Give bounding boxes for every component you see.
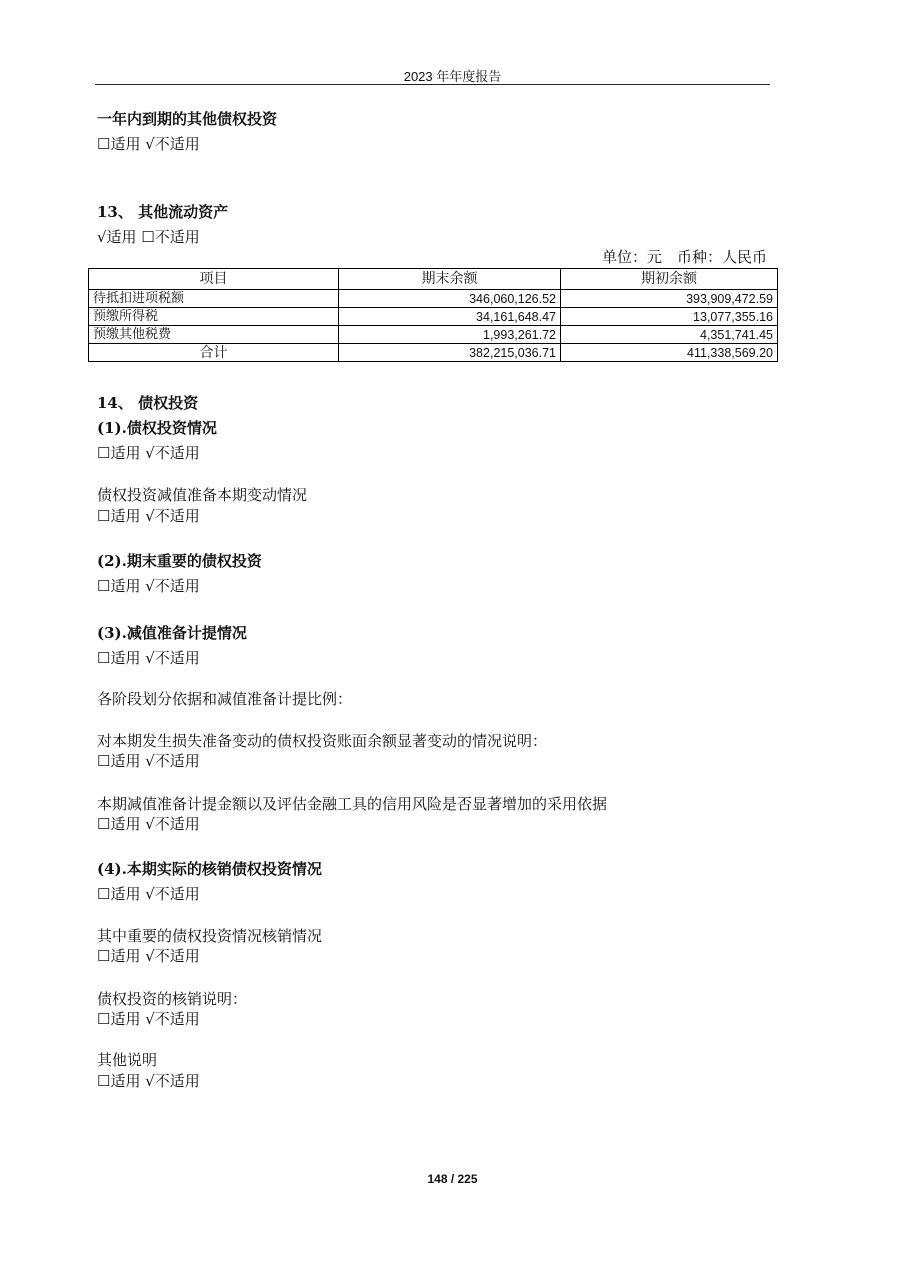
other-notes-text: 其他说明 (97, 1051, 158, 1069)
stage-basis-text: 各阶段划分依据和减值准备计提比例： (97, 690, 353, 708)
table-header-row (89, 269, 778, 290)
applicability-impairment-basis: ☐适用 √不适用 (97, 815, 200, 833)
total-label: 合计 (89, 344, 339, 362)
column-header-item: 项目 (89, 269, 339, 290)
applicability-3: ☐适用 √不适用 (97, 649, 200, 667)
row-item: 预缴所得税 (89, 308, 339, 326)
applicability-write-off-note: ☐适用 √不适用 (97, 1010, 200, 1028)
table-row (89, 290, 778, 308)
total-begin-balance: 411,338,569.20 (561, 344, 778, 362)
subsection-title-4: (4).本期实际的核销债权投资情况 (97, 860, 322, 878)
total-end-balance: 382,215,036.71 (339, 344, 561, 362)
unit-currency-note: 单位：元 币种：人民币 (601, 248, 767, 266)
applicability-2: ☐适用 √不适用 (97, 577, 200, 595)
row-end-balance: 1,993,261.72 (339, 326, 561, 344)
page-number: 148 / 225 (427, 1172, 478, 1186)
applicability-1: ☐适用 √不适用 (97, 444, 200, 462)
row-end-balance: 346,060,126.52 (339, 290, 561, 308)
other-current-assets-table (88, 268, 778, 362)
header-divider (95, 84, 770, 85)
applicability-13: √适用 ☐不适用 (97, 228, 200, 246)
applicability-4: ☐适用 √不适用 (97, 885, 200, 903)
row-begin-balance: 13,077,355.16 (561, 308, 778, 326)
row-item: 预缴其他税费 (89, 326, 339, 344)
row-begin-balance: 393,909,472.59 (561, 290, 778, 308)
impairment-basis-text: 本期减值准备计提金额以及评估金融工具的信用风险是否显著增加的采用依据 (97, 795, 608, 813)
applicability-balance-change: ☐适用 √不适用 (97, 752, 200, 770)
section-title-13: 13、 其他流动资产 (97, 203, 229, 221)
important-write-off-text: 其中重要的债权投资情况核销情况 (97, 927, 323, 945)
table-row (89, 326, 778, 344)
impairment-change-heading: 债权投资减值准备本期变动情况 (97, 486, 308, 504)
column-header-end-balance: 期末余额 (339, 269, 561, 290)
balance-change-text: 对本期发生损失准备变动的债权投资账面余额显著变动的情况说明： (97, 732, 548, 750)
table-total-row (89, 344, 778, 362)
applicability-impairment-change: ☐适用 √不适用 (97, 507, 200, 525)
subsection-title-1: (1).债权投资情况 (97, 419, 217, 437)
applicability-one-year-other-debt: ☐适用 √不适用 (97, 135, 200, 153)
row-end-balance: 34,161,648.47 (339, 308, 561, 326)
subsection-title-3: (3).减值准备计提情况 (97, 624, 247, 642)
applicability-important-write-off: ☐适用 √不适用 (97, 947, 200, 965)
table-row (89, 308, 778, 326)
column-header-begin-balance: 期初余额 (561, 269, 778, 290)
section-title-one-year-other-debt: 一年内到期的其他债权投资 (97, 110, 278, 128)
write-off-note-text: 债权投资的核销说明： (97, 990, 248, 1008)
section-title-14: 14、 债权投资 (97, 394, 199, 412)
subsection-title-2: (2).期末重要的债权投资 (97, 552, 262, 570)
page-header-title: 2023 年年度报告 (403, 69, 502, 84)
row-item: 待抵扣进项税额 (89, 290, 339, 308)
applicability-other-notes: ☐适用 √不适用 (97, 1072, 200, 1090)
row-begin-balance: 4,351,741.45 (561, 326, 778, 344)
